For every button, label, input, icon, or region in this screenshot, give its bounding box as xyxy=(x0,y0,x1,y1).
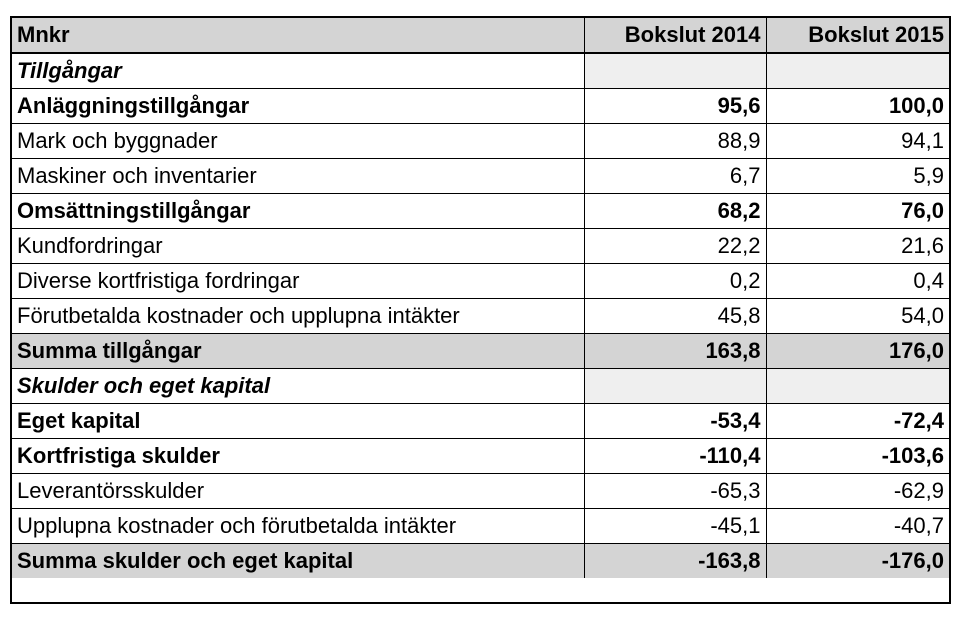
row-value-2014: -65,3 xyxy=(584,473,766,508)
table-row xyxy=(12,158,949,193)
row-value-2014: 0,2 xyxy=(584,263,766,298)
section-row-liabilities xyxy=(12,368,949,403)
row-value-2015 xyxy=(766,53,949,88)
group-row xyxy=(12,403,949,438)
group-row xyxy=(12,193,949,228)
table-row xyxy=(12,508,949,543)
row-label: Mark och byggnader xyxy=(12,123,584,158)
table-row xyxy=(12,228,949,263)
row-value-2014: 68,2 xyxy=(584,193,766,228)
section-row-assets xyxy=(12,53,949,88)
row-label: Tillgångar xyxy=(12,53,584,88)
row-value-2014: 6,7 xyxy=(584,158,766,193)
row-value-2015: -103,6 xyxy=(766,438,949,473)
balance-sheet-frame xyxy=(10,16,951,604)
table-row xyxy=(12,263,949,298)
row-value-2015: 21,6 xyxy=(766,228,949,263)
table-row xyxy=(12,123,949,158)
row-label: Förutbetalda kostnader och upplupna intäkter xyxy=(12,298,584,333)
row-value-2014: 45,8 xyxy=(584,298,766,333)
header-2014-cell: Bokslut 2014 xyxy=(584,18,766,53)
row-label: Summa tillgångar xyxy=(12,333,584,368)
row-value-2014: -53,4 xyxy=(584,403,766,438)
row-label: Eget kapital xyxy=(12,403,584,438)
row-label: Upplupna kostnader och förutbetalda intäkter xyxy=(12,508,584,543)
row-value-2014: 95,6 xyxy=(584,88,766,123)
header-row xyxy=(12,18,949,53)
row-label: Maskiner och inventarier xyxy=(12,158,584,193)
header-label-cell: Mnkr xyxy=(12,18,584,53)
row-label: Diverse kortfristiga fordringar xyxy=(12,263,584,298)
row-value-2014: 22,2 xyxy=(584,228,766,263)
header-2015-cell: Bokslut 2015 xyxy=(766,18,949,53)
row-value-2015: -62,9 xyxy=(766,473,949,508)
row-label: Omsättningstillgångar xyxy=(12,193,584,228)
row-value-2014: -45,1 xyxy=(584,508,766,543)
total-row-liabilities-equity xyxy=(12,543,949,578)
row-value-2015: 54,0 xyxy=(766,298,949,333)
row-label: Kortfristiga skulder xyxy=(12,438,584,473)
row-value-2015: -176,0 xyxy=(766,543,949,578)
table-row xyxy=(12,298,949,333)
row-label: Leverantörsskulder xyxy=(12,473,584,508)
row-value-2015: -72,4 xyxy=(766,403,949,438)
row-value-2014: -110,4 xyxy=(584,438,766,473)
row-value-2015: 100,0 xyxy=(766,88,949,123)
row-label: Skulder och eget kapital xyxy=(12,368,584,403)
table-row xyxy=(12,473,949,508)
balance-sheet-table xyxy=(12,18,949,578)
row-value-2015: 176,0 xyxy=(766,333,949,368)
row-value-2014 xyxy=(584,368,766,403)
row-value-2014: -163,8 xyxy=(584,543,766,578)
row-value-2015: 0,4 xyxy=(766,263,949,298)
row-label: Summa skulder och eget kapital xyxy=(12,543,584,578)
row-value-2015 xyxy=(766,368,949,403)
group-row xyxy=(12,88,949,123)
row-value-2014 xyxy=(584,53,766,88)
row-label: Kundfordringar xyxy=(12,228,584,263)
row-value-2015: 5,9 xyxy=(766,158,949,193)
row-value-2015: 94,1 xyxy=(766,123,949,158)
row-value-2015: -40,7 xyxy=(766,508,949,543)
row-value-2015: 76,0 xyxy=(766,193,949,228)
row-value-2014: 88,9 xyxy=(584,123,766,158)
row-value-2014: 163,8 xyxy=(584,333,766,368)
row-label: Anläggningstillgångar xyxy=(12,88,584,123)
total-row-assets xyxy=(12,333,949,368)
group-row xyxy=(12,438,949,473)
